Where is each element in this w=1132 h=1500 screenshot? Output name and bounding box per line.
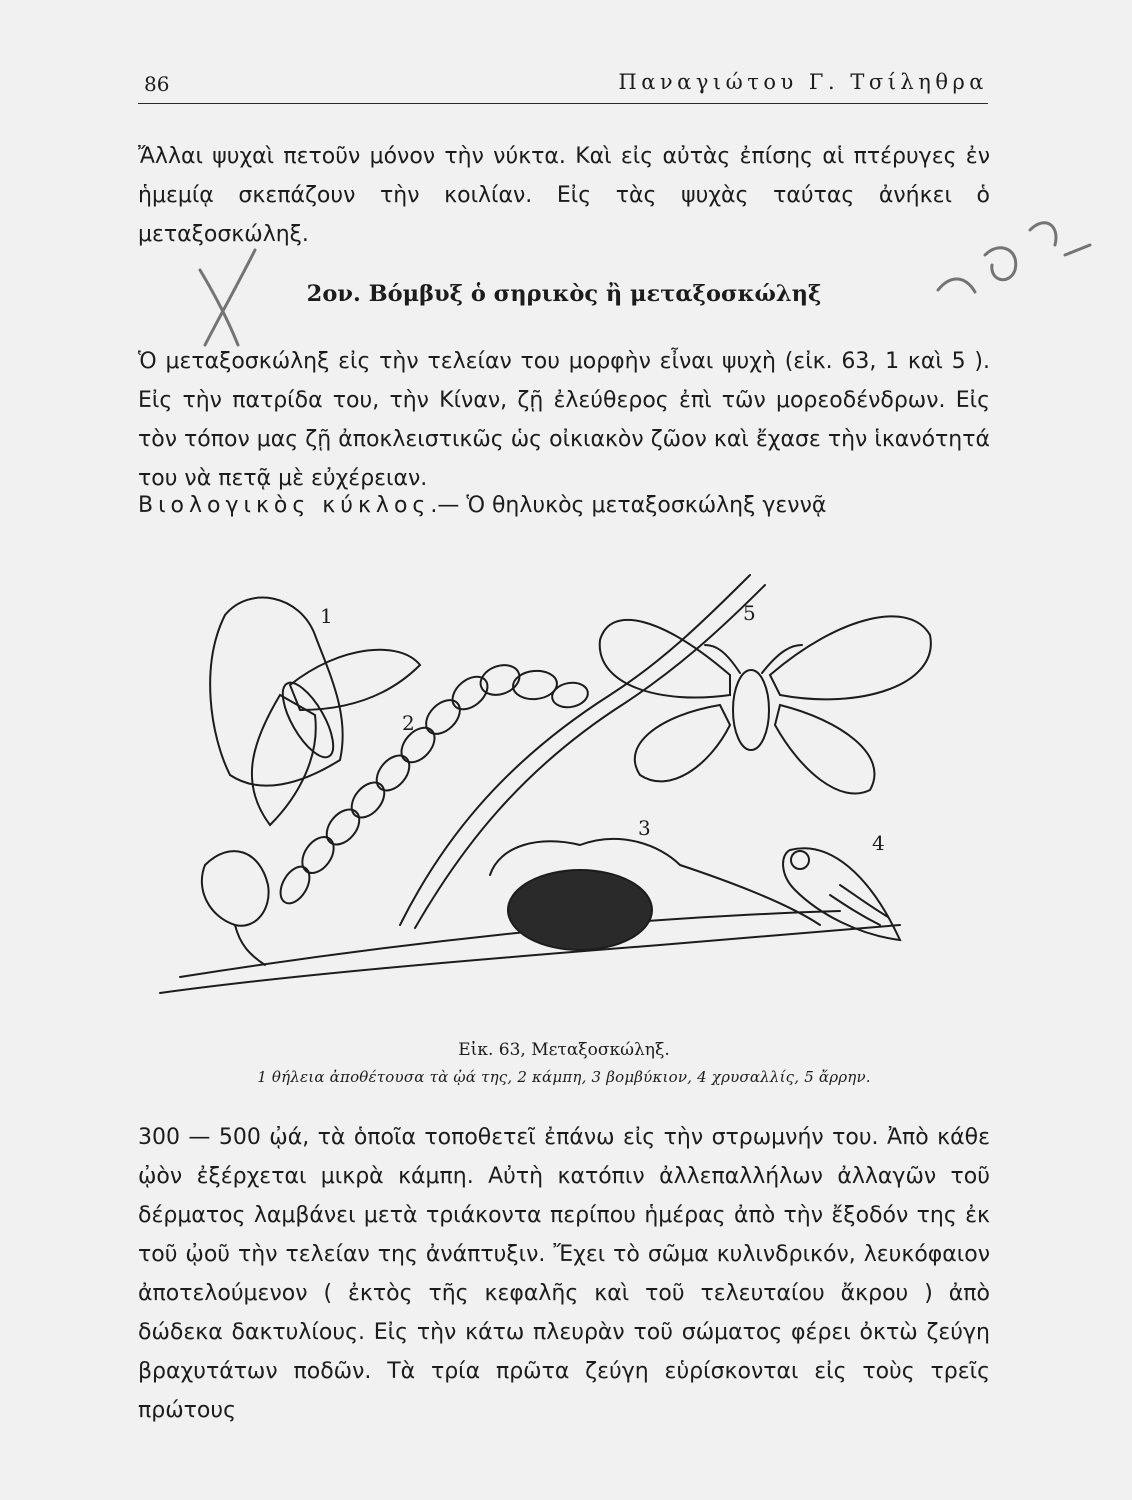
figure-caption-legend: 1 θήλεια ἀποθέτουσα τὰ ᾠά της, 2 κάμπη, 3 βομβύκιον, 4 χρυσαλλίς, 5 ἄρρην. xyxy=(257,1068,871,1086)
leaf-stem xyxy=(235,925,265,965)
paragraph-lifecycle: 300 — 500 ᾠά, τὰ ὁποῖα τοποθετεῖ ἐπάνω εἰς τὴν στρωμνήν του. Ἀπὸ κάθε ᾠὸν ἐξέρχεται μικρὰ κάμπη. Αὐτὴ κατόπιν ἀλλεπαλλήλων ἀλλαγῶν τοῦ δέρματος λαμβάνει μετὰ τριάκοντα περίπου ἡμέρας ἀπὸ τὴν ἔξοδόν της ἐκ τοῦ ᾠοῦ τὴν τελείαν της ἀνάπτυξιν. Ἔχει τὸ σῶμα κυλινδρικόν, λευκόφαιον ἀποτελούμενον ( ἐκτὸς τῆς κεφαλῆς καὶ τοῦ τελευταίου ἄκρου ) ἀπὸ δώδεκα δακτυλίους. Εἰς τὴν κάτω πλευρὰν τοῦ σώματος φέρει ὀκτὼ ζεύγη βραχυτάτων ποδῶν. Τὰ τρία πρῶτα ζεύγη εὑρίσκονται εἰς τοὺς τρεῖς πρώτους xyxy=(138,1125,990,1423)
silkworm-lifecycle-illustration xyxy=(140,545,990,1035)
paragraph-lifecycle-intro xyxy=(138,486,990,525)
figure-label-4: 4 xyxy=(872,831,885,855)
figure-label-2: 2 xyxy=(402,711,415,735)
page-header xyxy=(138,68,988,100)
figure-caption-title: Εἰκ. 63, Μεταξοσκώληξ. xyxy=(458,1040,670,1060)
moth-female-wing-left xyxy=(252,695,316,825)
figure-label-1: 1 xyxy=(320,604,333,628)
section-heading: 2ον. Βόμβυξ ὁ σηρικὸς ἢ μεταξοσκώληξ xyxy=(306,281,822,307)
figure-label-3: 3 xyxy=(638,816,651,840)
lifecycle-term: Βιολογικὸς κύκλος xyxy=(138,493,431,518)
figure-label-5: 5 xyxy=(743,601,756,625)
page-number: 86 xyxy=(144,72,170,96)
pencil-dash xyxy=(1065,245,1090,255)
lifecycle-intro-text: .— Ὁ θηλυκὸς μεταξοσκώληξ γεννᾷ xyxy=(430,493,827,518)
running-title: Παναγιώτου Γ. Τσίληθρα xyxy=(618,70,988,94)
caterpillar xyxy=(275,660,590,908)
paragraph-description: Ὁ μεταξοσκώληξ εἰς τὴν τελείαν του μορφὴν εἶναι ψυχὴ (εἰκ. 63, 1 καὶ 5 ). Εἰς τὴν πατρίδα του, τὴν Κίναν, ζῇ ἐλεύθερος ἐπὶ τῶν μορεοδένδρων. Εἰς τὸν τόπον μας ζῇ ἀποκλειστικῶς ὡς οἰκιακὸν ζῶον καὶ ἔχασε τὴν ἱκανότητά του νὰ πετᾷ μὲ εὐχέρειαν. xyxy=(138,349,990,491)
moth-female-body xyxy=(273,676,343,765)
illustration-svg xyxy=(140,545,990,1035)
leaf-lower xyxy=(202,851,269,926)
cocoon xyxy=(508,870,652,950)
header-rule xyxy=(138,103,988,104)
moth-male xyxy=(600,616,931,793)
moth-female-wing-right xyxy=(290,650,420,710)
pencil-scribble-c xyxy=(1030,223,1056,245)
paragraph-intro: Ἄλλαι ψυχαὶ πετοῦν μόνον τὴν νύκτα. Καὶ εἰς αὐτὰς ἐπίσης αἱ πτέρυγες ἐν ἡμεμίᾳ σκεπάζουν τὴν κοιλίαν. Εἰς τὰς ψυχὰς ταύτας ἀνήκει ὁ μεταξοσκώληξ. xyxy=(138,144,990,247)
